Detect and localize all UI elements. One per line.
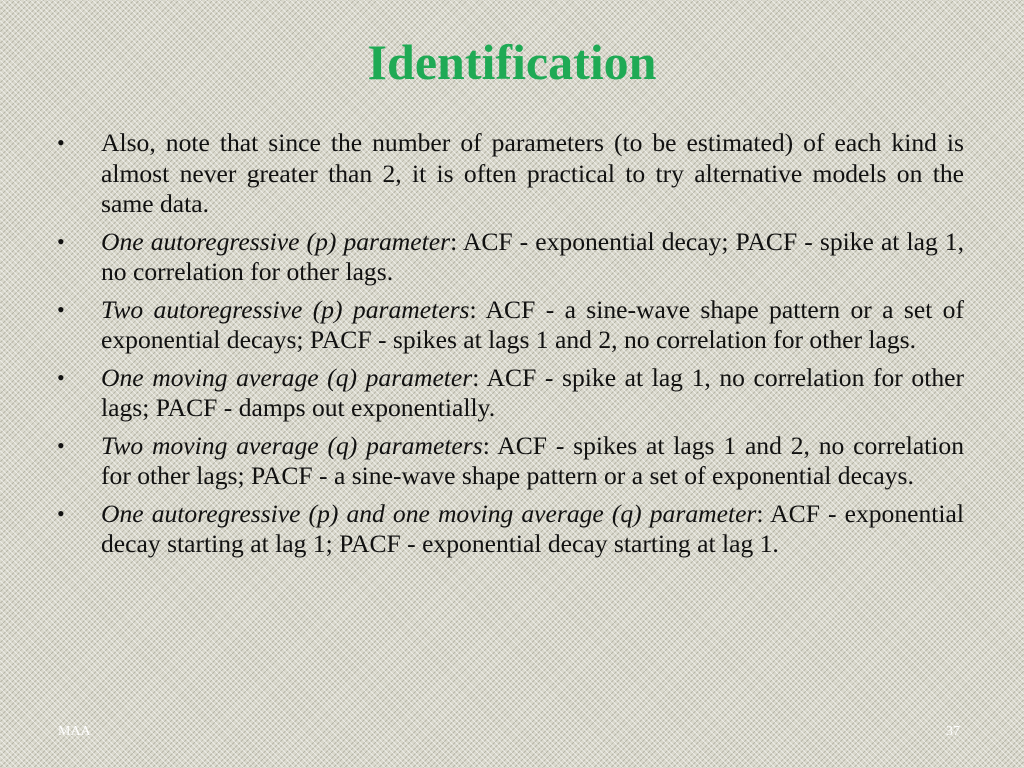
bullet-item bbox=[54, 227, 964, 288]
bullet-lead: One autoregressive (p) parameter bbox=[101, 226, 451, 256]
bullet-text: Also, note that since the number of parameters (to be estimated) of each kind is almost never greater than 2, it is often practical to try alternative models on the same data. bbox=[101, 128, 964, 218]
bullet-item bbox=[54, 128, 964, 220]
bullet-text: : ACF - exponential decay starting at lag 1; PACF - exponential decay starting at lag 1. bbox=[101, 498, 964, 558]
bullet-lead: One moving average (q) parameter bbox=[101, 362, 473, 392]
slide-number: 37 bbox=[946, 724, 960, 739]
bullet-marker: • bbox=[57, 432, 65, 458]
bullet-lead: Two moving average (q) parameters bbox=[101, 430, 483, 460]
bullet-text: : ACF - exponential decay; PACF - spike at lag 1, no correlation for other lags. bbox=[101, 226, 965, 286]
bullet-lead: One autoregressive (p) and one moving average (q) parameter bbox=[101, 498, 757, 528]
bullet-text: : ACF - spikes at lags 1 and 2, no correlation for other lags; PACF - a sine-wave shape pattern or a set of exponential decays. bbox=[101, 430, 964, 490]
bullet-text: : ACF - a sine-wave shape pattern or a set of exponential decays; PACF - spikes at lags 1 and 2, no correlation for other lags. bbox=[101, 294, 964, 354]
bullet-item bbox=[54, 295, 964, 356]
bullet-lead: Two autoregressive (p) parameters bbox=[101, 294, 470, 324]
footer-author: MAA bbox=[58, 724, 91, 739]
bullet-text: : ACF - spike at lag 1, no correlation for other lags; PACF - damps out exponentially. bbox=[101, 362, 964, 422]
bullet-item bbox=[54, 363, 964, 424]
bullet-item bbox=[54, 499, 964, 560]
bullet-marker: • bbox=[57, 130, 65, 155]
bullet-marker: • bbox=[57, 228, 65, 254]
bullet-list bbox=[54, 128, 964, 567]
bullet-marker: • bbox=[57, 296, 65, 322]
bullet-item bbox=[54, 431, 964, 492]
bullet-marker: • bbox=[57, 364, 65, 390]
slide-title: Identification bbox=[367, 34, 657, 90]
bullet-marker: • bbox=[57, 500, 65, 526]
